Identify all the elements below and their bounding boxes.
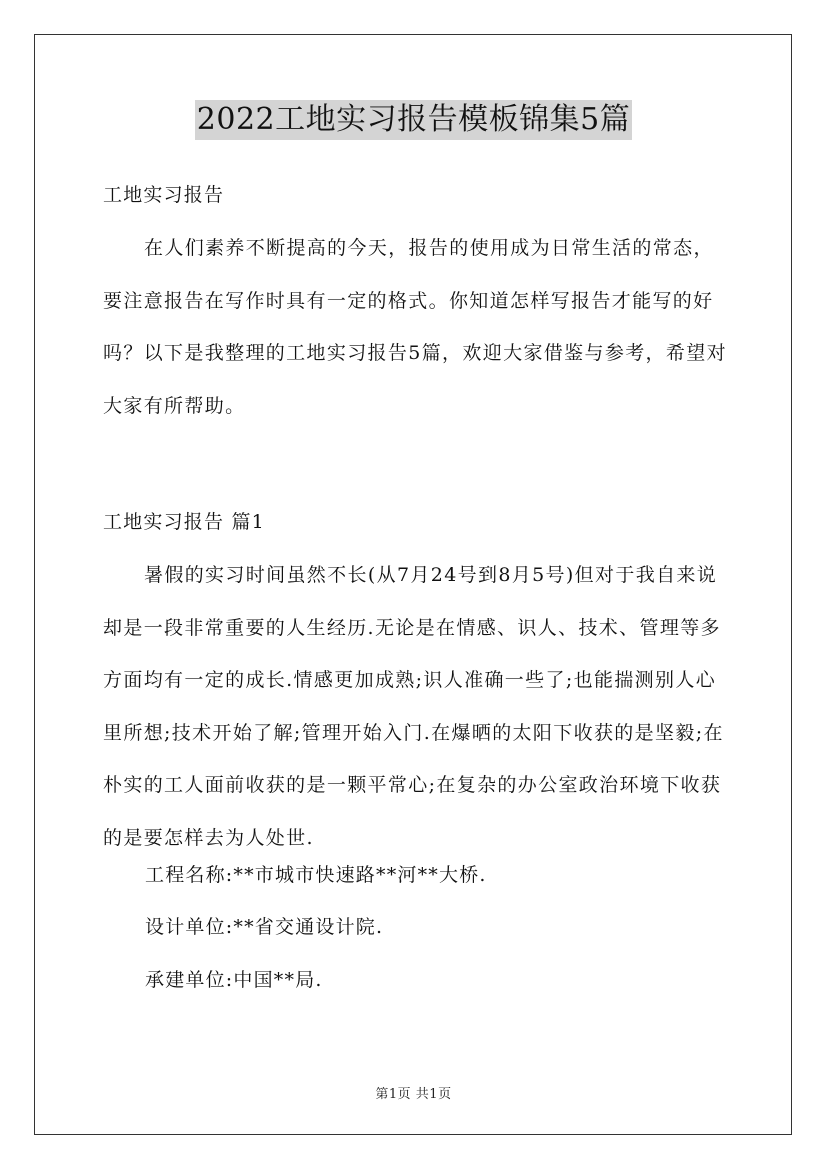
intro-heading: 工地实习报告 — [103, 184, 225, 206]
construction-unit: 承建单位:中国**局. — [145, 969, 323, 991]
design-unit: 设计单位:**省交通设计院. — [145, 916, 384, 938]
section1-paragraph-text: 暑假的实习时间虽然不长(从7月24号到8月5号)但对于我自来说却是一段非常重要的人生经历.无论是在情感、识人、技术、管理等多方面均有一定的成长.情感更加成熟;识人准确一些了;也能揣测别人心里所想;技术开始了解;管理开始入门.在爆晒的太阳下收获的是坚毅;在朴实的工人面前收获的是一颗平常心;在复杂的办公室政治环境下收获的是要怎样去为人处世. — [103, 564, 724, 849]
project-name: 工程名称:**市城市快速路**河**大桥. — [145, 864, 487, 886]
title-container — [0, 100, 827, 140]
section1-paragraph — [103, 549, 731, 864]
page-footer: 第1页 共1页 — [375, 1087, 452, 1102]
section1-heading: 工地实习报告 篇1 — [103, 511, 265, 533]
intro-paragraph-text: 在人们素养不断提高的今天，报告的使用成为日常生活的常态，要注意报告在写作时具有一定的格式。你知道怎样写报告才能写的好吗？以下是我整理的工地实习报告5篇，欢迎大家借鉴与参考，希望对大家有所帮助。 — [103, 237, 727, 417]
document-title: 2022工地实习报告模板锦集5篇 — [195, 100, 632, 140]
intro-paragraph — [103, 222, 731, 432]
